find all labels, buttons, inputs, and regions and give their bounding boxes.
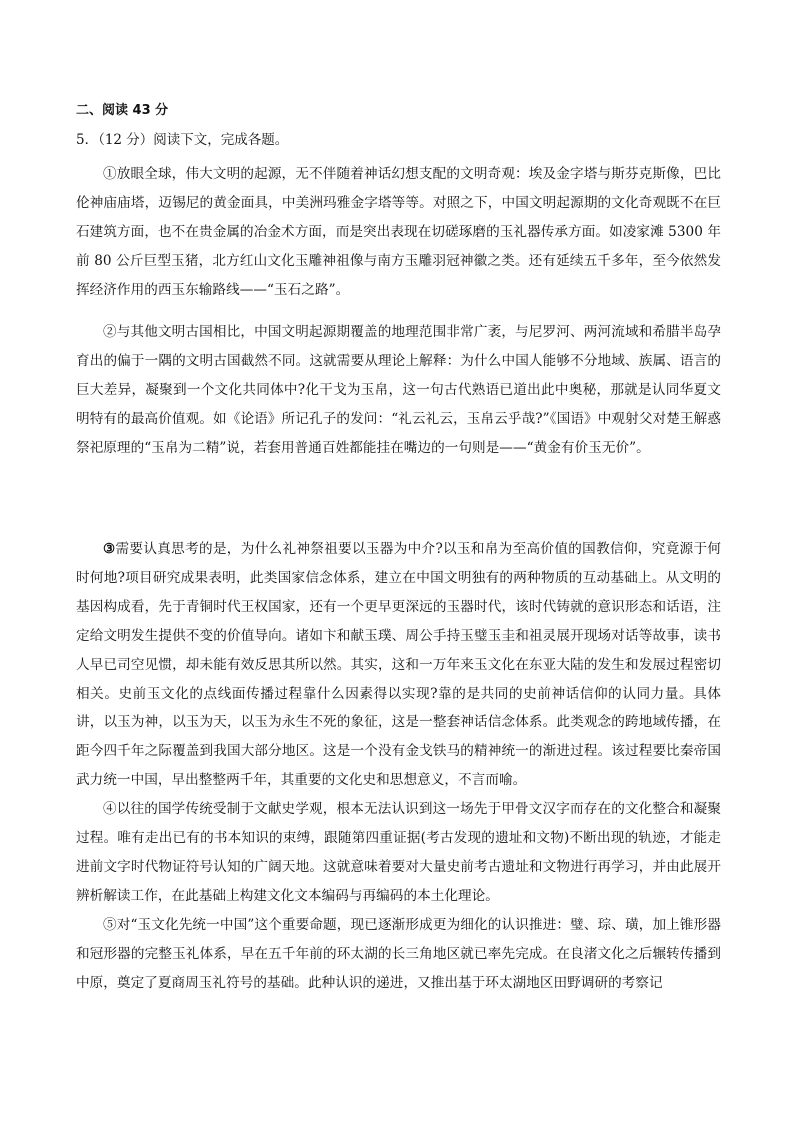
paragraph-3-number: ③ (103, 541, 116, 557)
paragraph-3 (76, 535, 721, 795)
paragraph-2 (76, 318, 721, 463)
paragraph-4: ④以往的国学传统受制于文献史学观，根本无法认识到这一场先于甲骨文汉字而存在的文化整合和凝聚过程。唯有走出已有的书本知识的束缚，跟随第四重证据(考古发现的遗址和文物)不断出现的轨迹，才能走进前文字时代物证符号认知的广阔天地。这就意味着要对大量史前考古遗址和文物进行再学习，并由此展开辨析解读工作，在此基础上构建文化文本编码与再编码的本土化理论。 (76, 801, 721, 904)
paragraph-3-text: 需要认真思考的是，为什么礼神祭祖要以玉器为中介?以玉和帛为至高价值的国教信仰，究竟源于何时何地?项目研究成果表明，此类国家信念体系，建立在中国文明独有的两种物质的互动基础上。从文明的基因构成看，先于青铜时代王权国家，还有一个更早更深远的玉器时代，该时代铸就的意识形态和话语，注定给文明发生提供不变的价值导向。诸如卞和献玉璞、周公手持玉璧玉圭和祖灵展开现场对话等故事，读书人早已司空见惯，却未能有效反思其所以然。其实，这和一万年来玉文化在东亚大陆的发生和发展过程密切相关。史前玉文化的点线面传播过程靠什么因素得以实现?靠的是共同的史前神话信仰的认同力量。具体讲，以玉为神，以玉为天，以玉为永生不死的象征，这是一整套神话信念体系。此类观念的跨地域传播，在距今四千年之际覆盖到我国大部分地区。这是一个没有金戈铁马的精神统一的渐进过程。该过程要比秦帝国武力统一中国，早出整整两千年，其重要的文化史和思想意义，不言而喻。 (76, 541, 721, 789)
paragraph-1 (76, 160, 721, 305)
paragraph-5: ⑤对“玉文化先统一中国”这个重要命题，现已逐渐形成更为细化的认识推进：璧、琮、璜，加上锥形器和冠形器的完整玉礼体系，早在五千年前的环太湖的长三角地区就已率先完成。在良渚文化之后辗转传播到中原，奠定了夏商周玉礼符号的基础。此种认识的递进，又推出基于环太湖地区田野调研的考察记 (76, 916, 721, 991)
paragraphs-3-to-5 (76, 535, 721, 998)
paragraph-2-text: ②与其他文明古国相比，中国文明起源期覆盖的地理范围非常广袤，与尼罗河、两河流域和希腊半岛孕育出的偏于一隅的文明古国截然不同。这就需要从理论上解释：为什么中国人能够不分地域、族属、语言的巨大差异，凝聚到一个文化共同体中?化干戈为玉帛，这一句古代熟语已道出此中奥秘，那就是认同华夏文明特有的最高价值观。如《论语》所记孔子的发问：“礼云礼云，玉帛云乎哉?”《国语》中观射父对楚王解惑祭祀原理的“玉帛为二精”说，若套用普通百姓都能挂在嘴边的一句则是——“黄金有价玉无价”。 (76, 324, 721, 456)
section-title: 二、阅读 43 分 (76, 103, 169, 118)
question-stem: 5．（12 分）阅读下文，完成各题。 (76, 132, 289, 148)
paragraph-1-text: ①放眼全球，伟大文明的起源，无不伴随着神话幻想支配的文明奇观：埃及金字塔与斯芬克斯像，巴比伦神庙庙塔，迈锡尼的黄金面具，中美洲玛雅金字塔等等。对照之下，中国文明起源期的文化奇观既不在巨石建筑方面，也不在贵金属的冶金术方面，而是突出表现在切磋琢磨的玉礼器传承方面。如凌家滩 5300 年前 80 公斤巨型玉猪，北方红山文化玉雕神祖像与南方玉雕羽冠神徽之类。还有延续五千多年，至今依然发挥经济作用的西玉东输路线——“玉石之路”。 (76, 166, 721, 298)
